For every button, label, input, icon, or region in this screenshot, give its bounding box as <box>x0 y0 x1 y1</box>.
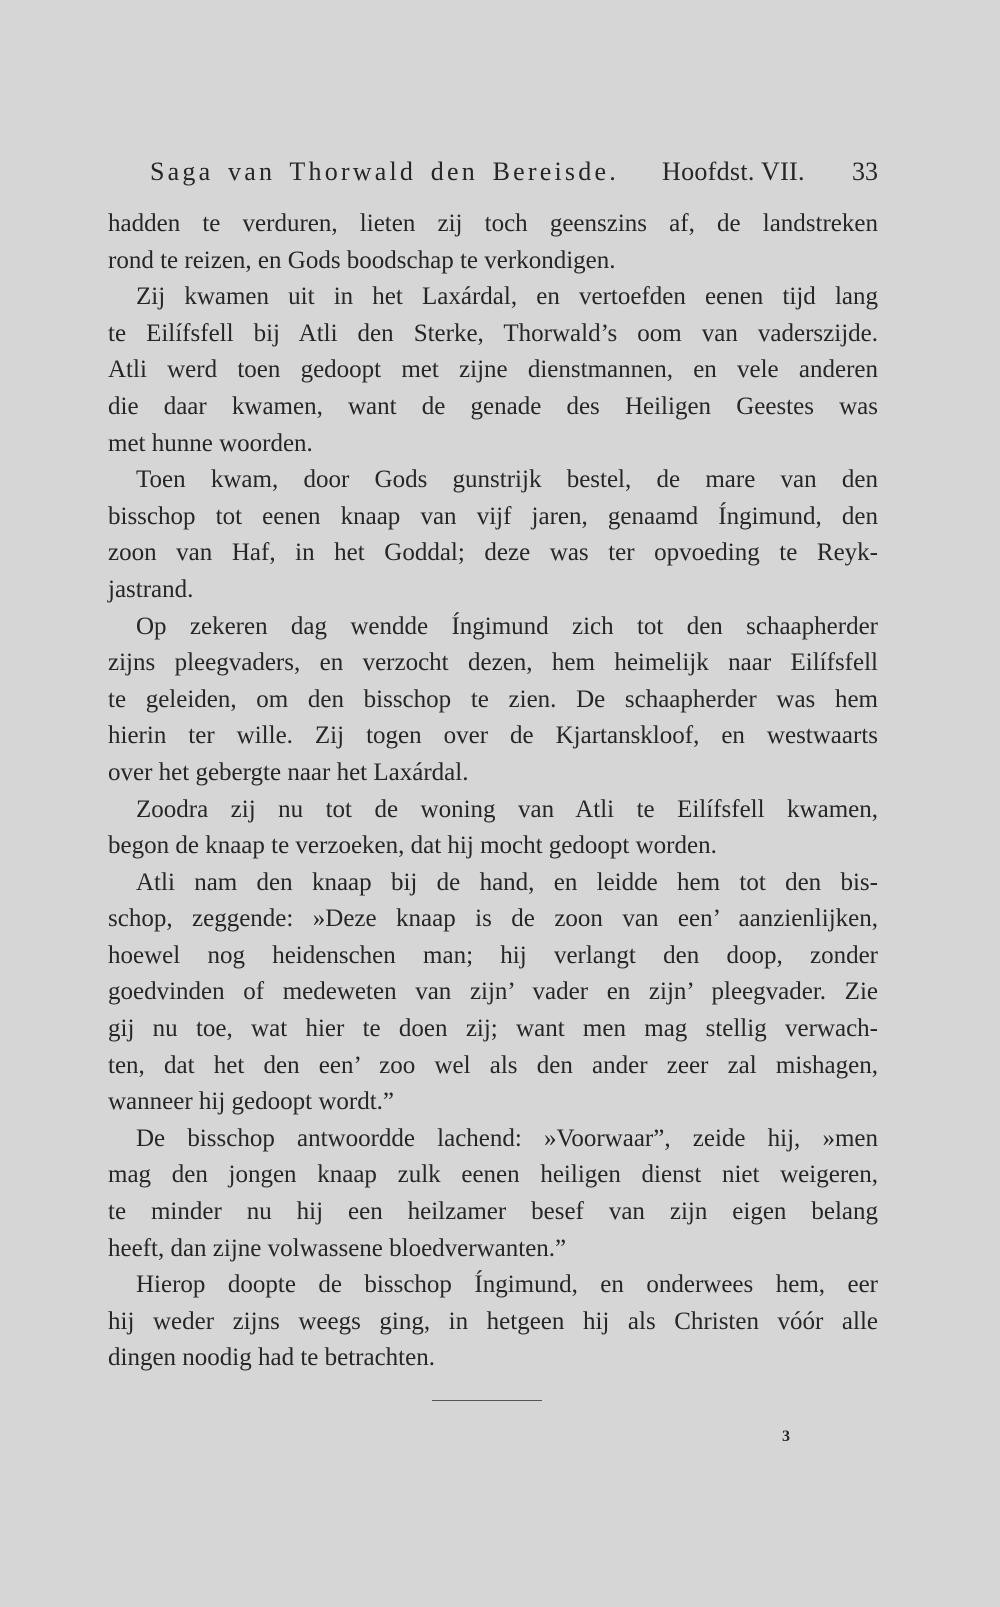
text-line: schop, zeggende: »Deze knaap is de zoon van een’ aanzienlijken, <box>108 905 878 933</box>
text-line: zijns pleegvaders, en verzocht dezen, hem heimelijk naar Eilífsfell <box>108 649 878 677</box>
text-line: te geleiden, om den bisschop te zien. De schaapherder was hem <box>108 685 878 713</box>
text-line: ten, dat het den een’ zoo wel als den ander zeer zal mishagen, <box>108 1051 878 1079</box>
text-line: hoewel nog heidenschen man; hij verlangt den doop, zonder <box>108 941 878 969</box>
text-line: wanneer hij gedoopt wordt.” <box>108 1088 395 1116</box>
text-line: De bisschop antwoordde lachend: »Voorwaar”, zeide hij, »men <box>136 1124 878 1152</box>
text-line: dingen noodig had te betrachten. <box>108 1344 435 1372</box>
text-line: goedvinden of medeweten van zijn’ vader en zijn’ pleegvader. Zie <box>108 978 878 1006</box>
text-line: Atli nam den knaap bij de hand, en leidde hem tot den bis- <box>136 868 878 896</box>
text-line: hij weder zijns weegs ging, in hetgeen hij als Christen vóór alle <box>108 1307 878 1335</box>
text-line: bisschop tot eenen knaap van vijf jaren, genaamd Íngimund, den <box>108 502 878 530</box>
running-header <box>150 152 878 192</box>
text-line: te minder nu hij een heilzamer besef van zijn eigen belang <box>108 1198 878 1226</box>
text-line: die daar kwamen, want de genade des Heiligen Geestes was <box>108 392 878 420</box>
text-line: Atli werd toen gedoopt met zijne dienstmannen, en vele anderen <box>108 356 878 384</box>
text-line: heeft, dan zijne volwassene bloedverwanten.” <box>108 1234 567 1262</box>
text-line: hadden te verduren, lieten zij toch geenszins af, de landstreken <box>108 210 878 237</box>
page-number: 33 <box>852 157 878 186</box>
text-line: mag den jongen knaap zulk eenen heiligen dienst niet weigeren, <box>108 1161 878 1189</box>
text-line: jastrand. <box>108 575 194 603</box>
text-line: Zij kwamen uit in het Laxárdal, en vertoefden eenen tijd lang <box>136 283 878 311</box>
text-line: hierin ter wille. Zij togen over de Kjartanskloof, en westwaarts <box>108 722 878 750</box>
text-line: met hunne woorden. <box>108 429 313 457</box>
text-line: Zoodra zij nu tot de woning van Atli te Eilífsfell kwamen, <box>136 795 878 823</box>
body-text <box>108 206 878 1377</box>
chapter-label: Hoofdst. VII. <box>662 157 805 186</box>
text-line: rond te reizen, en Gods boodschap te verkondigen. <box>108 246 616 274</box>
text-line: begon de knaap te verzoeken, dat hij mocht gedoopt worden. <box>108 832 717 860</box>
text-line: te Eilífsfell bij Atli den Sterke, Thorwald’s oom van vaderszijde. <box>108 319 878 347</box>
running-title: Saga van Thorwald den Bereisde. <box>150 157 619 186</box>
text-line: over het gebergte naar het Laxárdal. <box>108 758 469 786</box>
end-rule <box>432 1400 542 1401</box>
signature-mark: 3 <box>782 1428 790 1445</box>
text-line: Hierop doopte de bisschop Íngimund, en onderwees hem, eer <box>136 1271 878 1299</box>
text-line: zoon van Haf, in het Goddal; deze was ter opvoeding te Reyk- <box>108 539 878 567</box>
text-line: Op zekeren dag wendde Íngimund zich tot den schaapherder <box>136 612 878 640</box>
text-line: Toen kwam, door Gods gunstrijk bestel, de mare van den <box>136 466 878 494</box>
text-line: gij nu toe, wat hier te doen zij; want men mag stellig verwach- <box>108 1015 878 1043</box>
